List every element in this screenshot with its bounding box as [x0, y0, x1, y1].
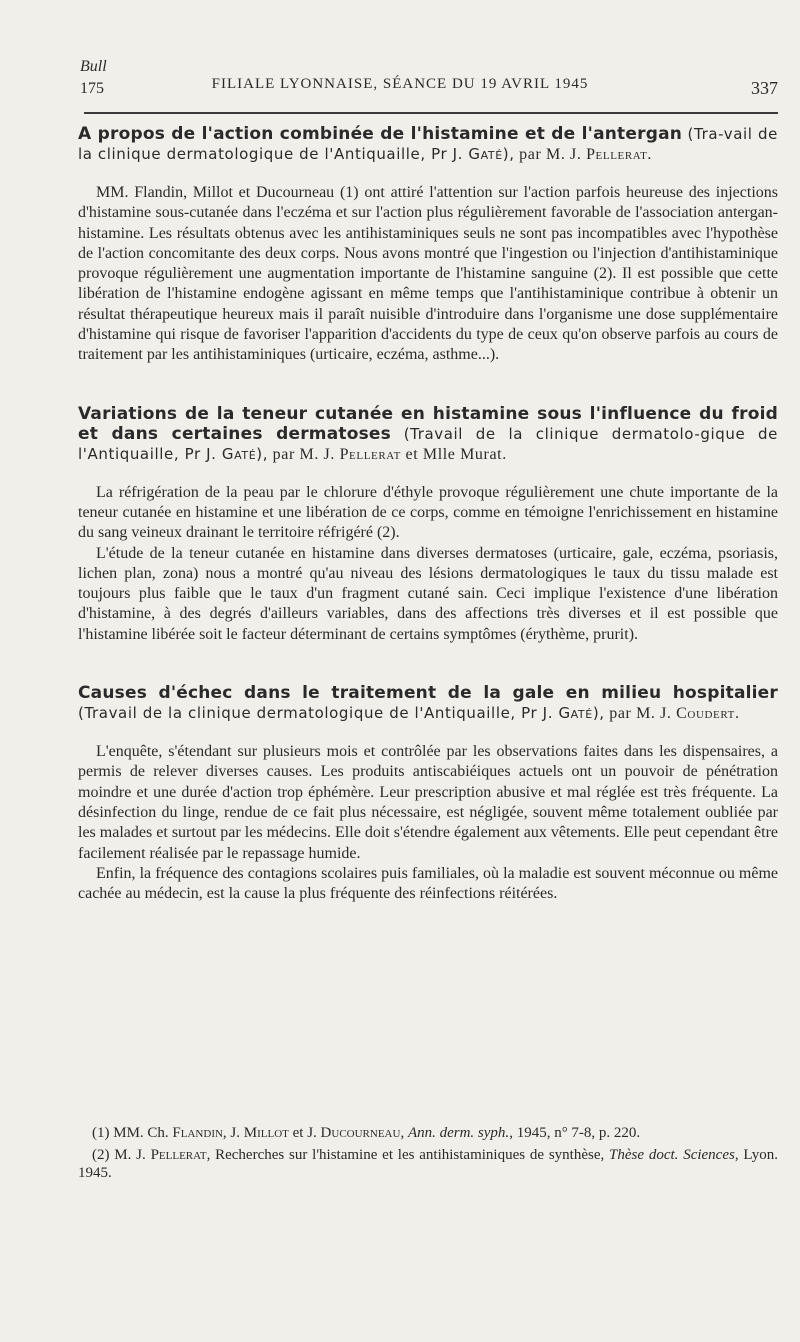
article-body [78, 183, 778, 366]
paragraph: La réfrigération de la peau par le chlorure d'éthyle provoque régulièrement une chute importante de la teneur cutanée en histamine et une libération de ce corps, comme en témoigne l'enrichissement en histamine du sang veineux drainant le territoire réfrigéré (2). [78, 483, 778, 542]
footnote-text: , J. [222, 1125, 244, 1141]
footnote-text: (2) M. J. [92, 1147, 151, 1163]
footnote-text: (1) MM. Ch. [92, 1125, 173, 1141]
footnote-author: Flandin [172, 1125, 223, 1141]
professor-name: Gaté [221, 444, 257, 463]
source-text: (Tra-vail de la clinique dermatologique de l'Antiquaille, Pr J. [78, 125, 778, 163]
by-text: par M. J. [268, 445, 340, 463]
left-number: 175 [80, 80, 104, 97]
paragraph: MM. Flandin, Millot et Ducourneau (1) ont attiré l'attention sur l'action parfois heureuse des injections d'histamine sous-cutanée dans l'eczéma et sur l'action plus régulièrement favorable de l'association antergan-histamine. Les résultats obtenus avec les antihistaminiques seuls ne sont pas incompatibles avec l'hypothèse de l'action concomitante des deux corps. Nous avons montré que l'ingestion ou l'injection d'antihistaminique provoque régulièrement une augmentation importante de l'histamine sanguine (2). Il est possible que cette libération de l'histamine endogène agissant en même temps que l'antihistaminique contribue à obtenir un résultat thérapeutique heureux mais il paraît nuisible d'introduire dans l'organisme une dose supplémentaire d'histamine qui risque de favoriser l'apparition d'accidents du type de ceux qu'on observe parfois au cours de traitement par les antihistaminiques (urticaire, eczéma, asthme...). [78, 184, 778, 364]
paragraph: L'enquête, s'étendant sur plusieurs mois et contrôlée par les observations faites dans les dispensaires, a permis de relever diverses causes. Les produits antiscabiéiques actuels ont un pouvoir de pénétration moindre et une durée d'action trop éphémère. Leur prescription abusive et mal réglée est très fréquente. La désinfection du linge, rendue de ce fait plus nécessaire, est négligée, souvent même totalement oubliée par les malades et surtout par les médecins. Elle doit s'étendre également aux vêtements. Elle peut cependant être facilement réalisée par le repassage humide. [78, 743, 778, 862]
article-body [78, 483, 778, 645]
article-title: A propos de l'action combinée de l'histamine et de l'antergan [78, 124, 683, 144]
article-title: Variations de la teneur cutanée en histamine sous l'influence du froid et dans certaines dermatoses [78, 403, 778, 444]
heading-end: . [734, 705, 740, 723]
footnote-author: Millot [243, 1125, 289, 1141]
page-number: 337 [751, 78, 778, 98]
content [78, 124, 778, 904]
footnote-author: Pellerat [150, 1147, 207, 1163]
article-2 [78, 404, 778, 645]
article-heading [78, 124, 778, 165]
author-name: Pellerat [339, 445, 401, 463]
footnote-text: , 1945, n° 7-8, p. 220. [509, 1125, 641, 1141]
professor-name: Gaté [558, 704, 593, 723]
footnote-journal: Ann. derm. syph. [407, 1125, 510, 1141]
source-text: (Travail de la clinique dermatolo-gique de l'Antiquaille, Pr J. [78, 424, 778, 463]
footnote-2 [78, 1146, 778, 1182]
article-3 [78, 683, 778, 904]
article-title: Causes d'échec dans le traitement de la gale en milieu hospitalier [78, 683, 778, 704]
footnote-1 [78, 1124, 778, 1142]
footnote-text: , Lyon. 1945. [78, 1147, 778, 1181]
professor-name: Gaté [468, 145, 503, 163]
article-heading [78, 404, 778, 465]
by-text: par M. J. [604, 705, 677, 723]
header-rule [84, 112, 778, 114]
by-text: par M. J. [514, 146, 587, 163]
article-1 [78, 124, 778, 366]
footnote-text: , Recherches sur l'histamine et les antihistaminiques de synthèse, [206, 1147, 610, 1163]
footnote-text: et J. [288, 1125, 321, 1141]
running-head: FILIALE LYONNAISE, SÉANCE DU 19 AVRIL 1945 [211, 76, 589, 92]
source-text: (Travail de la clinique dermatologique de l'Antiquaille, Pr J. [78, 704, 559, 723]
paragraph: Enfin, la fréquence des contagions scolaires puis familiales, où la maladie est souvent méconnue ou même cachée au médecin, est la cause la plus fréquente des réinfections réitérées. [78, 864, 778, 903]
author-name: Pellerat [586, 146, 648, 163]
author-name: Coudert [676, 705, 735, 723]
article-heading [78, 683, 778, 724]
source-close: ), [592, 704, 605, 723]
source-close: ), [502, 145, 515, 163]
heading-end: et Mlle Murat. [400, 445, 507, 463]
footnote-author: Ducourneau [320, 1125, 401, 1141]
footnotes [78, 1124, 778, 1186]
paragraph: L'étude de la teneur cutanée en histamine dans diverses dermatoses (urticaire, gale, eczéma, psoriasis, lichen plan, zona) nous a montré qu'au niveau des lésions dermatologiques le taux du tissu malade est toujours plus faible que le taux d'un fragment cutané sain. Ceci implique l'existence d'une libération d'histamine, à des degrés d'ailleurs variables, dans des affections très diverses et il est possible que l'histamine libérée soit le facteur déterminant de certains symptômes (érythème, prurit). [78, 544, 778, 643]
article-body [78, 742, 778, 904]
heading-end: . [647, 146, 653, 163]
footnote-text: , [400, 1125, 408, 1141]
article-source [78, 704, 740, 722]
source-close: ), [256, 444, 269, 463]
bull-annotation: Bull [80, 58, 107, 75]
footnote-thesis: Thèse doct. Sciences [609, 1147, 735, 1163]
